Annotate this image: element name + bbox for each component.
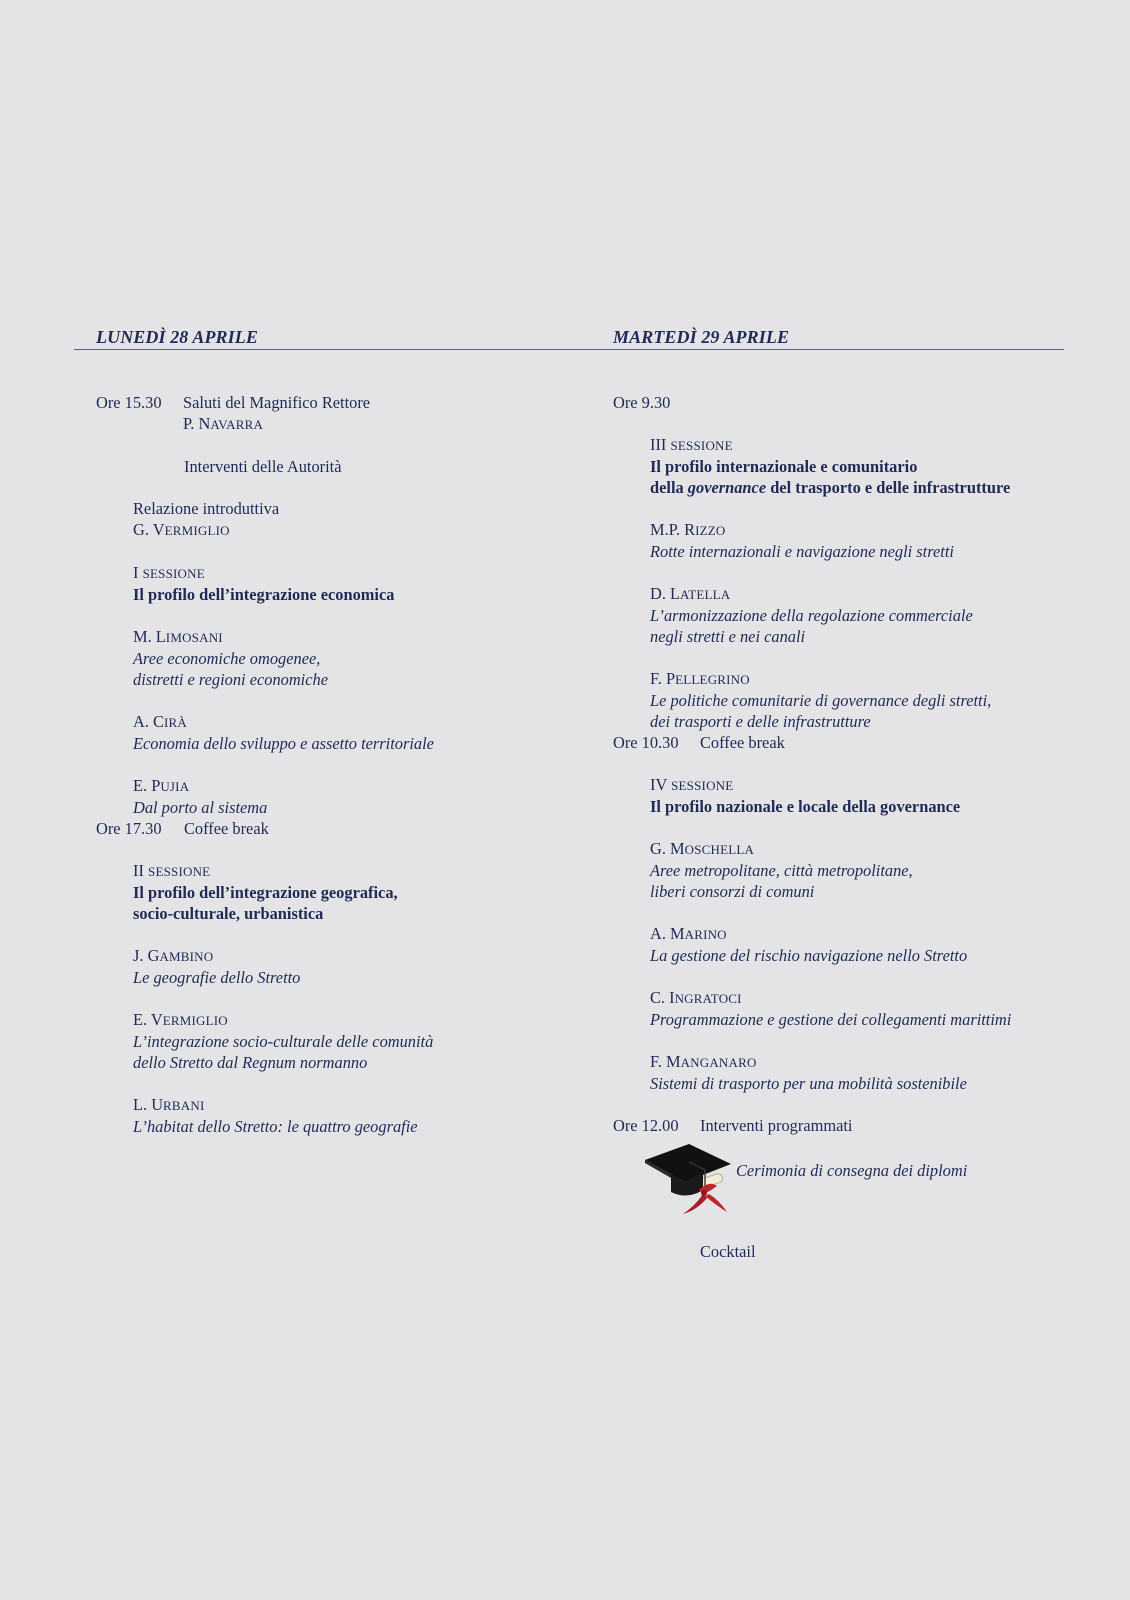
session-1-title: Il profilo dell’integrazione economica	[133, 585, 395, 604]
speaker-name: C. INGRATOCI	[650, 988, 742, 1007]
talk-title: liberi consorzi di comuni	[650, 882, 815, 901]
graduation-cap-diploma-icon	[643, 1140, 735, 1220]
day-heading-tuesday: MARTEDÌ 29 APRILE	[613, 327, 790, 347]
talk-title: Sistemi di trasporto per una mobilità sostenibile	[650, 1074, 967, 1093]
day-heading-monday: LUNEDÌ 28 APRILE	[96, 327, 258, 347]
opening-time: Ore 9.30	[613, 393, 671, 412]
speaker-name: F. PELLEGRINO	[650, 669, 750, 688]
speaker-name: L. URBANI	[133, 1095, 205, 1114]
speaker-name: E. PUJIA	[133, 776, 190, 795]
talk-title: Le geografie dello Stretto	[133, 968, 301, 987]
session-1-label: I SESSIONE	[133, 563, 205, 582]
speaker-name: E. VERMIGLIO	[133, 1010, 228, 1029]
opening-time: Ore 15.30	[96, 393, 162, 412]
opening-title: Saluti del Magnifico Rettore	[183, 393, 371, 412]
talk-title: distretti e regioni economiche	[133, 670, 328, 689]
ceremony-label: Cerimonia di consegna dei diplomi	[736, 1161, 968, 1180]
session-3-label: III SESSIONE	[650, 435, 733, 454]
break-label: Coffee break	[700, 733, 785, 752]
tuesday-column	[613, 392, 1113, 1262]
speaker-name: A. MARINO	[650, 924, 727, 943]
talk-title: Programmazione e gestione dei collegamenti marittimi	[650, 1010, 1012, 1029]
talk-title: Aree metropolitane, città metropolitane,	[650, 861, 913, 880]
intro-speaker: G. VERMIGLIO	[133, 520, 230, 539]
header-divider	[74, 349, 1064, 350]
speaker-name: G. MOSCHELLA	[650, 839, 755, 858]
opening-row	[96, 392, 566, 413]
ceremony-row	[613, 1136, 1113, 1220]
cocktail-label: Cocktail	[700, 1242, 756, 1261]
speaker-name: M.P. RIZZO	[650, 520, 726, 539]
session-4-label: IV SESSIONE	[650, 775, 734, 794]
talk-title: dei trasporti e delle infrastrutture	[650, 712, 871, 731]
intro-label: Relazione introduttiva	[133, 499, 280, 518]
break-label: Coffee break	[184, 819, 269, 838]
talk-title: La gestione del rischio navigazione nello Stretto	[650, 946, 968, 965]
monday-column	[96, 392, 566, 1137]
speaker-name: D. LATELLA	[650, 584, 731, 603]
session-3-title: della governance del trasporto e delle infrastrutture	[650, 478, 1011, 497]
speaker-name: A. CIRÀ	[133, 712, 187, 731]
break-time: Ore 17.30	[96, 819, 162, 838]
talk-title: Le politiche comunitarie di governance degli stretti,	[650, 691, 992, 710]
talk-title: Rotte internazionali e navigazione negli stretti	[650, 542, 954, 561]
break-time: Ore 10.30	[613, 733, 679, 752]
session-2-label: II SESSIONE	[133, 861, 211, 880]
session-4-title: Il profilo nazionale e locale della governance	[650, 797, 961, 816]
closing-row	[613, 1115, 1113, 1136]
session-3-title: Il profilo internazionale e comunitario	[650, 457, 918, 476]
session-2-title: Il profilo dell’integrazione geografica,	[133, 883, 398, 902]
talk-title: dello Stretto dal Regnum normanno	[133, 1053, 368, 1072]
talk-title: L’habitat dello Stretto: le quattro geografie	[133, 1117, 418, 1136]
rector-name: P. NAVARRA	[183, 414, 264, 433]
authorities-label: Interventi delle Autorità	[184, 457, 342, 476]
talk-title: L’integrazione socio-culturale delle comunità	[133, 1032, 434, 1051]
talk-title: negli stretti e nei canali	[650, 627, 806, 646]
talk-title: L’armonizzazione della regolazione commerciale	[650, 606, 973, 625]
talk-title: Economia dello sviluppo e assetto territoriale	[133, 734, 434, 753]
coffee-break-row	[613, 732, 1113, 753]
session-2-title: socio-culturale, urbanistica	[133, 904, 324, 923]
talk-title: Aree economiche omogenee,	[133, 649, 321, 668]
speaker-name: J. GAMBINO	[133, 946, 214, 965]
speaker-name: M. LIMOSANI	[133, 627, 223, 646]
closing-label: Interventi programmati	[700, 1116, 853, 1135]
closing-time: Ore 12.00	[613, 1116, 679, 1135]
talk-title: Dal porto al sistema	[133, 798, 268, 817]
coffee-break-row	[96, 818, 566, 839]
speaker-name: F. MANGANARO	[650, 1052, 757, 1071]
